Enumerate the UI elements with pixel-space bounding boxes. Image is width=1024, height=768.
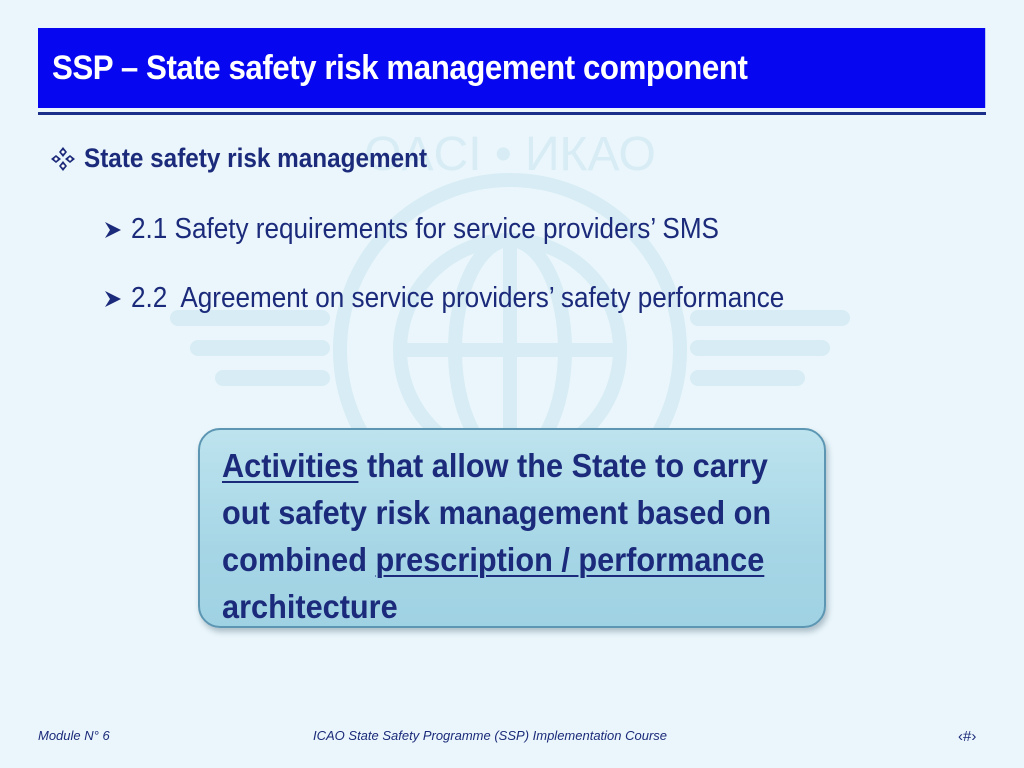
slide-title: SSP – State safety risk management component <box>52 48 748 87</box>
arrowhead-bullet-icon <box>103 289 123 309</box>
four-diamond-bullet-icon <box>50 146 76 172</box>
callout-text <box>222 442 808 630</box>
arrowhead-bullet-icon <box>103 220 123 240</box>
callout-text-middle: that allow the State to carry out safety risk management based on combined <box>222 447 772 578</box>
sub-bullet-label: 2.2 Agreement on service providers’ safety performance <box>131 282 785 314</box>
sub-bullet-label: 2.1 Safety requirements for service providers’ SMS <box>131 213 719 245</box>
title-divider <box>38 112 986 115</box>
callout-box <box>198 428 826 628</box>
sub-bullet-2-2 <box>103 282 857 315</box>
footer-course-title: ICAO State Safety Programme (SSP) Implementation Course <box>313 728 668 743</box>
watermark-text: OACI • ИКАО <box>364 128 656 181</box>
footer-slide-number: ‹#› <box>958 728 977 745</box>
title-bar <box>38 28 986 108</box>
callout-text-end: architecture <box>222 588 398 625</box>
footer-module: Module N° 6 <box>38 728 110 743</box>
callout-emphasis-activities: Activities <box>222 447 359 484</box>
callout-emphasis-architecture-type: prescription / performance <box>375 541 765 578</box>
main-bullet <box>50 143 465 174</box>
sub-bullet-2-1 <box>103 213 784 246</box>
main-bullet-label: State safety risk management <box>84 143 428 173</box>
